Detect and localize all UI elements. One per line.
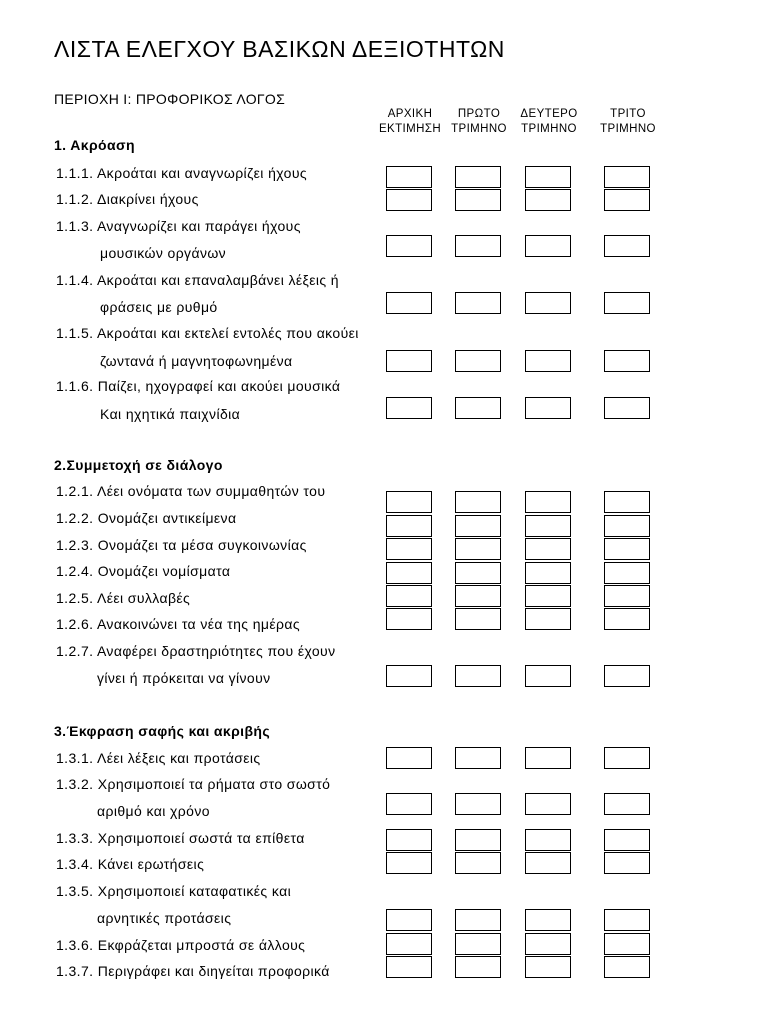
checkbox-col-4[interactable]: [604, 397, 650, 419]
checkbox-col-3[interactable]: [525, 909, 571, 931]
item-text: 1.3.1. Λέει λέξεις και προτάσεις: [56, 750, 261, 766]
checkbox-col-3[interactable]: [525, 166, 571, 188]
checkbox-col-2[interactable]: [455, 933, 501, 955]
item-text: Και ηχητικά παιχνίδια: [100, 406, 241, 422]
item-text: 1.3.7. Περιγράφει και διηγείται προφορικά: [56, 963, 330, 979]
item-text: 1.1.1. Ακροάται και αναγνωρίζει ήχους: [56, 165, 308, 181]
checkbox-col-3[interactable]: [525, 235, 571, 257]
checkbox-col-4[interactable]: [604, 515, 650, 537]
item-text: φράσεις με ρυθμό: [100, 299, 218, 315]
item-text: 1.2.7. Αναφέρει δραστηριότητες που έχουν: [56, 643, 336, 659]
item-text: 1.3.6. Εκφράζεται μπροστά σε άλλους: [56, 937, 306, 953]
checkbox-col-2[interactable]: [455, 956, 501, 978]
checkbox-col-1[interactable]: [386, 956, 432, 978]
checkbox-col-2[interactable]: [455, 397, 501, 419]
checkbox-col-3[interactable]: [525, 665, 571, 687]
checkbox-col-2[interactable]: [455, 491, 501, 513]
item-text: 1.1.3. Αναγνωρίζει και παράγει ήχους: [56, 218, 301, 234]
section-heading: 3.Έκφραση σαφής και ακριβής: [54, 723, 271, 739]
page-title: ΛΙΣΤΑ ΕΛΕΓΧΟΥ ΒΑΣΙΚΩΝ ΔΕΞΙΟΤΗΤΩΝ: [54, 36, 505, 62]
checkbox-col-1[interactable]: [386, 562, 432, 584]
checkbox-col-3[interactable]: [525, 829, 571, 851]
checkbox-col-1[interactable]: [386, 538, 432, 560]
checkbox-col-3[interactable]: [525, 585, 571, 607]
region-heading: ΠΕΡΙΟΧΗ Ι: ΠΡΟΦΟΡΙΚΟΣ ΛΟΓΟΣ: [54, 91, 286, 107]
checkbox-col-3[interactable]: [525, 793, 571, 815]
checkbox-col-2[interactable]: [455, 350, 501, 372]
item-text: αρνητικές προτάσεις: [97, 910, 232, 926]
column-header-line2: ΤΡΙΜΗΝΟ: [600, 123, 656, 135]
item-text: 1.2.4. Ονομάζει νομίσματα: [56, 563, 231, 579]
checkbox-col-1[interactable]: [386, 608, 432, 630]
checkbox-col-3[interactable]: [525, 189, 571, 211]
checkbox-col-3[interactable]: [525, 933, 571, 955]
checkbox-col-3[interactable]: [525, 515, 571, 537]
checkbox-col-2[interactable]: [455, 166, 501, 188]
checkbox-col-1[interactable]: [386, 397, 432, 419]
checkbox-col-4[interactable]: [604, 829, 650, 851]
checkbox-col-4[interactable]: [604, 491, 650, 513]
column-header-line1: ΤΡΙΤΟ: [610, 108, 646, 120]
item-text: 1.1.4. Ακροάται και επαναλαμβάνει λέξεις ή: [56, 272, 339, 288]
checkbox-col-4[interactable]: [604, 747, 650, 769]
checkbox-col-4[interactable]: [604, 793, 650, 815]
checkbox-col-2[interactable]: [455, 747, 501, 769]
column-header-4: [568, 107, 688, 137]
checkbox-col-1[interactable]: [386, 585, 432, 607]
checkbox-col-1[interactable]: [386, 852, 432, 874]
column-header-line1: ΑΡΧΙΚΗ: [387, 108, 433, 120]
column-header-line2: ΤΡΙΜΗΝΟ: [521, 123, 577, 135]
item-text: 1.1.6. Παίζει, ηχογραφεί και ακούει μουσικά: [56, 378, 341, 394]
checkbox-col-2[interactable]: [455, 608, 501, 630]
checkbox-col-4[interactable]: [604, 608, 650, 630]
checkbox-col-1[interactable]: [386, 292, 432, 314]
item-text: 1.1.2. Διακρίνει ήχους: [56, 191, 199, 207]
checkbox-col-1[interactable]: [386, 793, 432, 815]
checkbox-col-3[interactable]: [525, 350, 571, 372]
item-text: ζωντανά ή μαγνητοφωνημένα: [100, 353, 293, 369]
checkbox-col-1[interactable]: [386, 350, 432, 372]
column-header-line2: ΕΚΤΙΜΗΣΗ: [378, 123, 442, 135]
checkbox-col-3[interactable]: [525, 956, 571, 978]
column-header-line1: ΔΕΥΤΕΡΟ: [520, 108, 578, 120]
item-text: 1.3.4. Κάνει ερωτήσεις: [56, 856, 205, 872]
item-text: 1.2.5. Λέει συλλαβές: [56, 590, 191, 606]
checkbox-col-3[interactable]: [525, 292, 571, 314]
checkbox-col-3[interactable]: [525, 608, 571, 630]
column-header-line1: ΠΡΩΤΟ: [457, 108, 501, 120]
checkbox-col-1[interactable]: [386, 491, 432, 513]
item-text: 1.2.6. Ανακοινώνει τα νέα της ημέρας: [56, 616, 301, 632]
item-text: γίνει ή πρόκειται να γίνουν: [97, 670, 271, 686]
checkbox-col-1[interactable]: [386, 747, 432, 769]
item-text: 1.2.2. Ονομάζει αντικείμενα: [56, 510, 237, 526]
section-heading: 1. Ακρόαση: [54, 137, 135, 153]
checkbox-col-1[interactable]: [386, 829, 432, 851]
checkbox-col-4[interactable]: [604, 538, 650, 560]
checkbox-col-3[interactable]: [525, 397, 571, 419]
checkbox-col-1[interactable]: [386, 515, 432, 537]
item-text: 1.3.3. Χρησιμοποιεί σωστά τα επίθετα: [56, 830, 305, 846]
checkbox-col-2[interactable]: [455, 292, 501, 314]
checkbox-col-2[interactable]: [455, 538, 501, 560]
item-text: 1.2.3. Ονομάζει τα μέσα συγκοινωνίας: [56, 537, 307, 553]
item-text: μουσικών οργάνων: [100, 245, 227, 261]
checkbox-col-4[interactable]: [604, 909, 650, 931]
checkbox-col-2[interactable]: [455, 585, 501, 607]
checkbox-col-1[interactable]: [386, 909, 432, 931]
checkbox-col-4[interactable]: [604, 585, 650, 607]
checkbox-col-4[interactable]: [604, 852, 650, 874]
checkbox-col-2[interactable]: [455, 189, 501, 211]
checkbox-col-4[interactable]: [604, 956, 650, 978]
item-text: 1.1.5. Ακροάται και εκτελεί εντολές που ακούει: [56, 325, 359, 341]
checkbox-col-1[interactable]: [386, 933, 432, 955]
checkbox-col-2[interactable]: [455, 562, 501, 584]
checkbox-col-3[interactable]: [525, 747, 571, 769]
checkbox-col-3[interactable]: [525, 491, 571, 513]
checkbox-col-1[interactable]: [386, 665, 432, 687]
item-text: 1.3.5. Χρησιμοποιεί καταφατικές και: [56, 883, 292, 899]
checkbox-col-3[interactable]: [525, 538, 571, 560]
checkbox-col-4[interactable]: [604, 292, 650, 314]
checkbox-col-4[interactable]: [604, 665, 650, 687]
checkbox-col-2[interactable]: [455, 829, 501, 851]
checkbox-col-1[interactable]: [386, 166, 432, 188]
checkbox-col-2[interactable]: [455, 665, 501, 687]
checkbox-col-3[interactable]: [525, 562, 571, 584]
item-text: 1.3.2. Χρησιμοποιεί τα ρήματα στο σωστό: [56, 776, 331, 792]
checkbox-col-4[interactable]: [604, 933, 650, 955]
checkbox-col-2[interactable]: [455, 793, 501, 815]
checkbox-col-4[interactable]: [604, 189, 650, 211]
checkbox-col-2[interactable]: [455, 852, 501, 874]
column-header-line2: ΤΡΙΜΗΝΟ: [451, 123, 507, 135]
checkbox-col-2[interactable]: [455, 235, 501, 257]
checkbox-col-1[interactable]: [386, 235, 432, 257]
checkbox-col-1[interactable]: [386, 189, 432, 211]
checkbox-col-4[interactable]: [604, 562, 650, 584]
checkbox-col-2[interactable]: [455, 909, 501, 931]
section-heading: 2.Συμμετοχή σε διάλογο: [54, 457, 223, 473]
item-text: αριθμό και χρόνο: [97, 803, 210, 819]
checkbox-col-4[interactable]: [604, 166, 650, 188]
checkbox-col-4[interactable]: [604, 350, 650, 372]
checkbox-col-2[interactable]: [455, 515, 501, 537]
checkbox-col-4[interactable]: [604, 235, 650, 257]
item-text: 1.2.1. Λέει ονόματα των συμμαθητών του: [56, 483, 326, 499]
checkbox-col-3[interactable]: [525, 852, 571, 874]
